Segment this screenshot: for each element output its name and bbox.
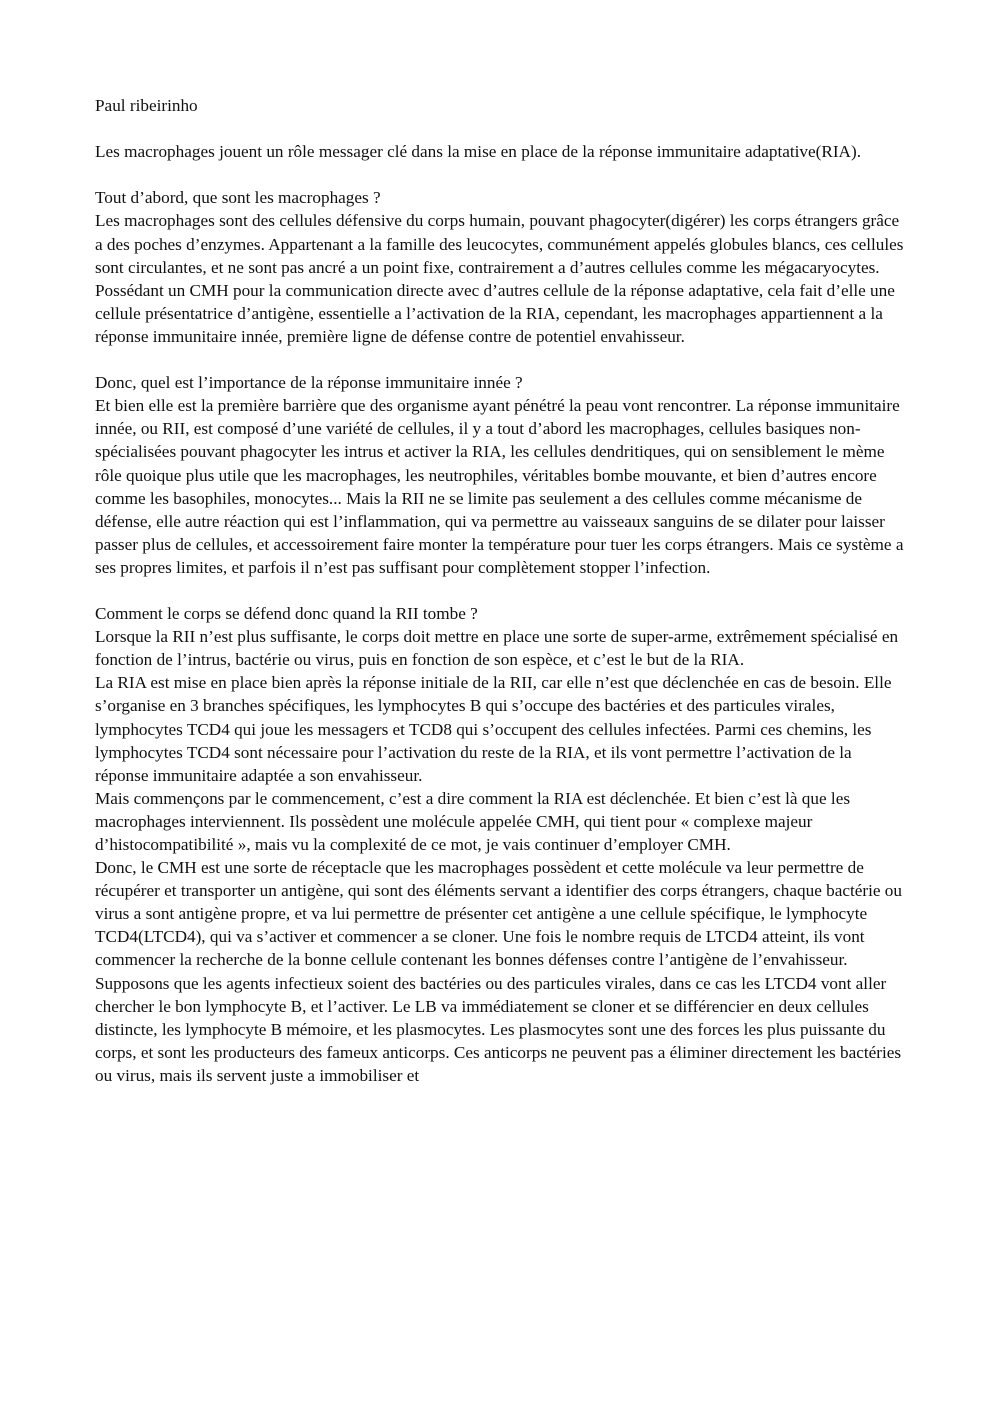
section-question: Donc, quel est l’importance de la réponse immunitaire innée ? bbox=[95, 373, 523, 393]
section-paragraph: Donc, le CMH est une sorte de réceptacle que les macrophages possèdent et cette molécule va leur permettre de récupérer et transporter un antigène, qui sont des éléments servant a identifier des corps étrangers, chaque bactérie ou virus a sont antigène propre, et va lui permettre de présenter cet antigène a une cellule spécifique, le lymphocyte TCD4(LTCD4), qui va s’activer et commencer a se cloner. Une fois le nombre requis de LTCD4 atteint, ils vont commencer la recherche de la bonne cellule contenant les bonnes défenses contre l’antigène de l’envahisseur. Supposons que les agents infectieux soient des bactéries ou des particules virales, dans ce cas les LTCD4 vont aller chercher le bon lymphocyte B, et l’activer. Le LB va immédiatement se cloner et se différencier en deux cellules distincte, les lymphocyte B mémoire, et les plasmocytes. Les plasmocytes sont une des forces les plus puissante du corps, et sont les producteurs des fameux anticorps. Ces anticorps ne peuvent pas a éliminer directement les bactéries ou virus, mais ils servent juste a immobiliser et bbox=[95, 858, 902, 1085]
document-body bbox=[95, 94, 905, 1087]
intro-paragraph: Les macrophages jouent un rôle messager clé dans la mise en place de la réponse immunitaire adaptative(RIA). bbox=[95, 142, 861, 162]
section-paragraph: Les macrophages sont des cellules défensive du corps humain, pouvant phagocyter(digérer) les corps étrangers grâce a des poches d’enzymes. Appartenant a la famille des leucocytes, communément appelés globules blancs, ces cellules sont circulantes, et ne sont pas ancré a un point fixe, contrairement a d’autres cellules comme les mégacaryocytes. Possédant un CMH pour la communication directe avec d’autres cellule de la réponse adaptative, cela fait d’elle une cellule présentatrice d’antigène, essentielle a l’activation de la RIA, cependant, les macrophages appartiennent a la réponse immunitaire innée, première ligne de défense contre de potentiel envahisseur. bbox=[95, 211, 904, 346]
section-question: Tout d’abord, que sont les macrophages ? bbox=[95, 188, 381, 208]
section-paragraph: Lorsque la RII n’est plus suffisante, le corps doit mettre en place une sorte de super-arme, extrêmement spécialisé en fonction de l’intrus, bactérie ou virus, puis en fonction de son espèce, et c’est le but de la RIA. bbox=[95, 627, 899, 670]
section-paragraph: Mais commençons par le commencement, c’est a dire comment la RIA est déclenchée. Et bien c’est là que les macrophages interviennent. Ils possèdent une molécule appelée CMH, qui tient pour « complexe majeur d’histocompatibilité », mais vu la complexité de ce mot, je vais continuer d’employer CMH. bbox=[95, 788, 851, 854]
author-name: Paul ribeirinho bbox=[95, 96, 198, 115]
section-question: Comment le corps se défend donc quand la RII tombe ? bbox=[95, 604, 478, 624]
section-paragraph: La RIA est mise en place bien après la réponse initiale de la RII, car elle n’est que déclenchée en cas de besoin. Elle s’organise en 3 branches spécifiques, les lymphocytes B qui s’occupe des bactéries et des particules virales, lymphocytes TCD4 qui joue les messagers et TCD8 qui s’occupent des cellules infectées. Parmi ces chemins, les lymphocytes TCD4 sont nécessaire pour l’activation du reste de la RIA, et ils vont permettre l’activation de la réponse immunitaire adaptée a son envahisseur. bbox=[95, 673, 892, 785]
section-paragraph: Et bien elle est la première barrière que des organisme ayant pénétré la peau vont rencontrer. La réponse immunitaire innée, ou RII, est composé d’une variété de cellules, il y a tout d’abord les macrophages, cellules basiques non-spécialisées pouvant phagocyter les intrus et activer la RIA, les cellules dendritiques, qui on sensiblement le mème rôle quoique plus utile que les macrophages, les neutrophiles, véritables bombe mouvante, et bien d’autres encore comme les basophiles, monocytes... Mais la RII ne se limite pas seulement a des cellules comme mécanisme de défense, elle autre réaction qui est l’inflammation, qui va permettre au vaisseaux sanguins de se dilater pour laisser passer plus de cellules, et accessoirement faire monter la température pour tuer les corps étrangers. Mais ce système a ses propres limites, et parfois il n’est pas suffisant pour complètement stopper l’infection. bbox=[95, 396, 904, 577]
